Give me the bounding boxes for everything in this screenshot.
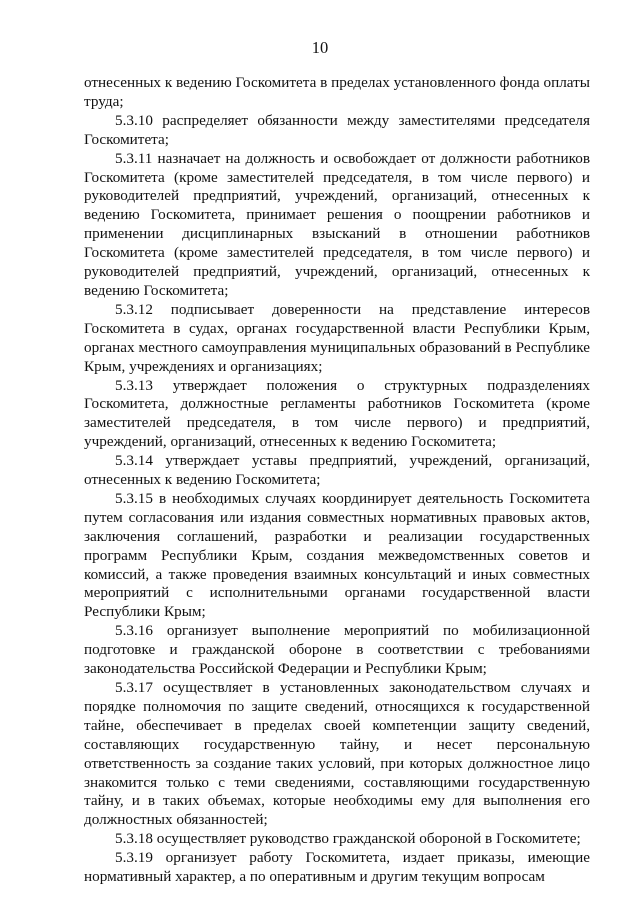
- paragraph-5-3-19: 5.3.19 организует работу Госкомитета, издает приказы, имеющие нормативный характер, а по оперативным и другим текущим вопросам: [84, 849, 590, 886]
- paragraph-5-3-16: 5.3.16 организует выполнение мероприятий по мобилизационной подготовке и гражданской обороне в соответствии с требованиями законодательства Российской Федерации и Республики Крым;: [84, 622, 590, 678]
- paragraph-continuation: отнесенных к ведению Госкомитета в пределах установленного фонда оплаты труда;: [84, 74, 590, 110]
- paragraph-5-3-15: 5.3.15 в необходимых случаях координирует деятельность Госкомитета путем согласования или издания совместных нормативных правовых актов, заключения соглашений, разработки и реализации государственных программ Республики Крым, создания межведомственных советов и комиссий, а также проведения взаимных консультаций и иных совместных мероприятий с исполнительными органами государственной власти Республики Крым;: [84, 489, 590, 621]
- document-body: [84, 74, 590, 887]
- paragraph-5-3-17: 5.3.17 осуществляет в установленных законодательством случаях и порядке полномочия по защите сведений, относящихся к государственной тайне, обеспечивает в пределах своей компетенции защиту сведений, составляющих государственную тайну, и несет персональную ответственность за создание таких условий, при которых должностное лицо знакомится только с теми сведениями, составляющими государственную тайну, и в таких объемах, которые необходимы ему для выполнения его должностных обязанностей;: [84, 679, 590, 829]
- paragraph-5-3-12: 5.3.12 подписывает доверенности на представление интересов Госкомитета в судах, органах государственной власти Республики Крым, органах местного самоуправления муниципальных образований в Республике Крым, учреждениях и организациях;: [84, 300, 590, 375]
- paragraph-5-3-13: 5.3.13 утверждает положения о структурных подразделениях Госкомитета, должностные регламенты работников Госкомитета (кроме заместителей председателя, в том числе первого) и предприятий, учреждений, организаций, отнесенных к ведению Госкомитета;: [84, 376, 590, 451]
- paragraph-5-3-10: 5.3.10 распределяет обязанности между заместителями председателя Госкомитета;: [84, 111, 590, 148]
- paragraph-5-3-11: 5.3.11 назначает на должность и освобождает от должности работников Госкомитета (кроме заместителей председателя, в том числе первого) и руководителей предприятий, учреждений, организаций, отнесенных к ведению Госкомитета, принимает решения о поощрении работников и применении дисциплинарных взысканий в отношении работников Госкомитета (кроме заместителей председателя, в том числе первого) и руководителей предприятий, учреждений, организаций, отнесенных к ведению Госкомитета;: [84, 149, 590, 299]
- paragraph-5-3-18: 5.3.18 осуществляет руководство гражданской обороной в Госкомитете;: [115, 830, 581, 848]
- page-number: 10: [311, 38, 329, 57]
- paragraph-5-3-14: 5.3.14 утверждает уставы предприятий, учреждений, организаций, отнесенных к ведению Госкомитета;: [84, 452, 590, 489]
